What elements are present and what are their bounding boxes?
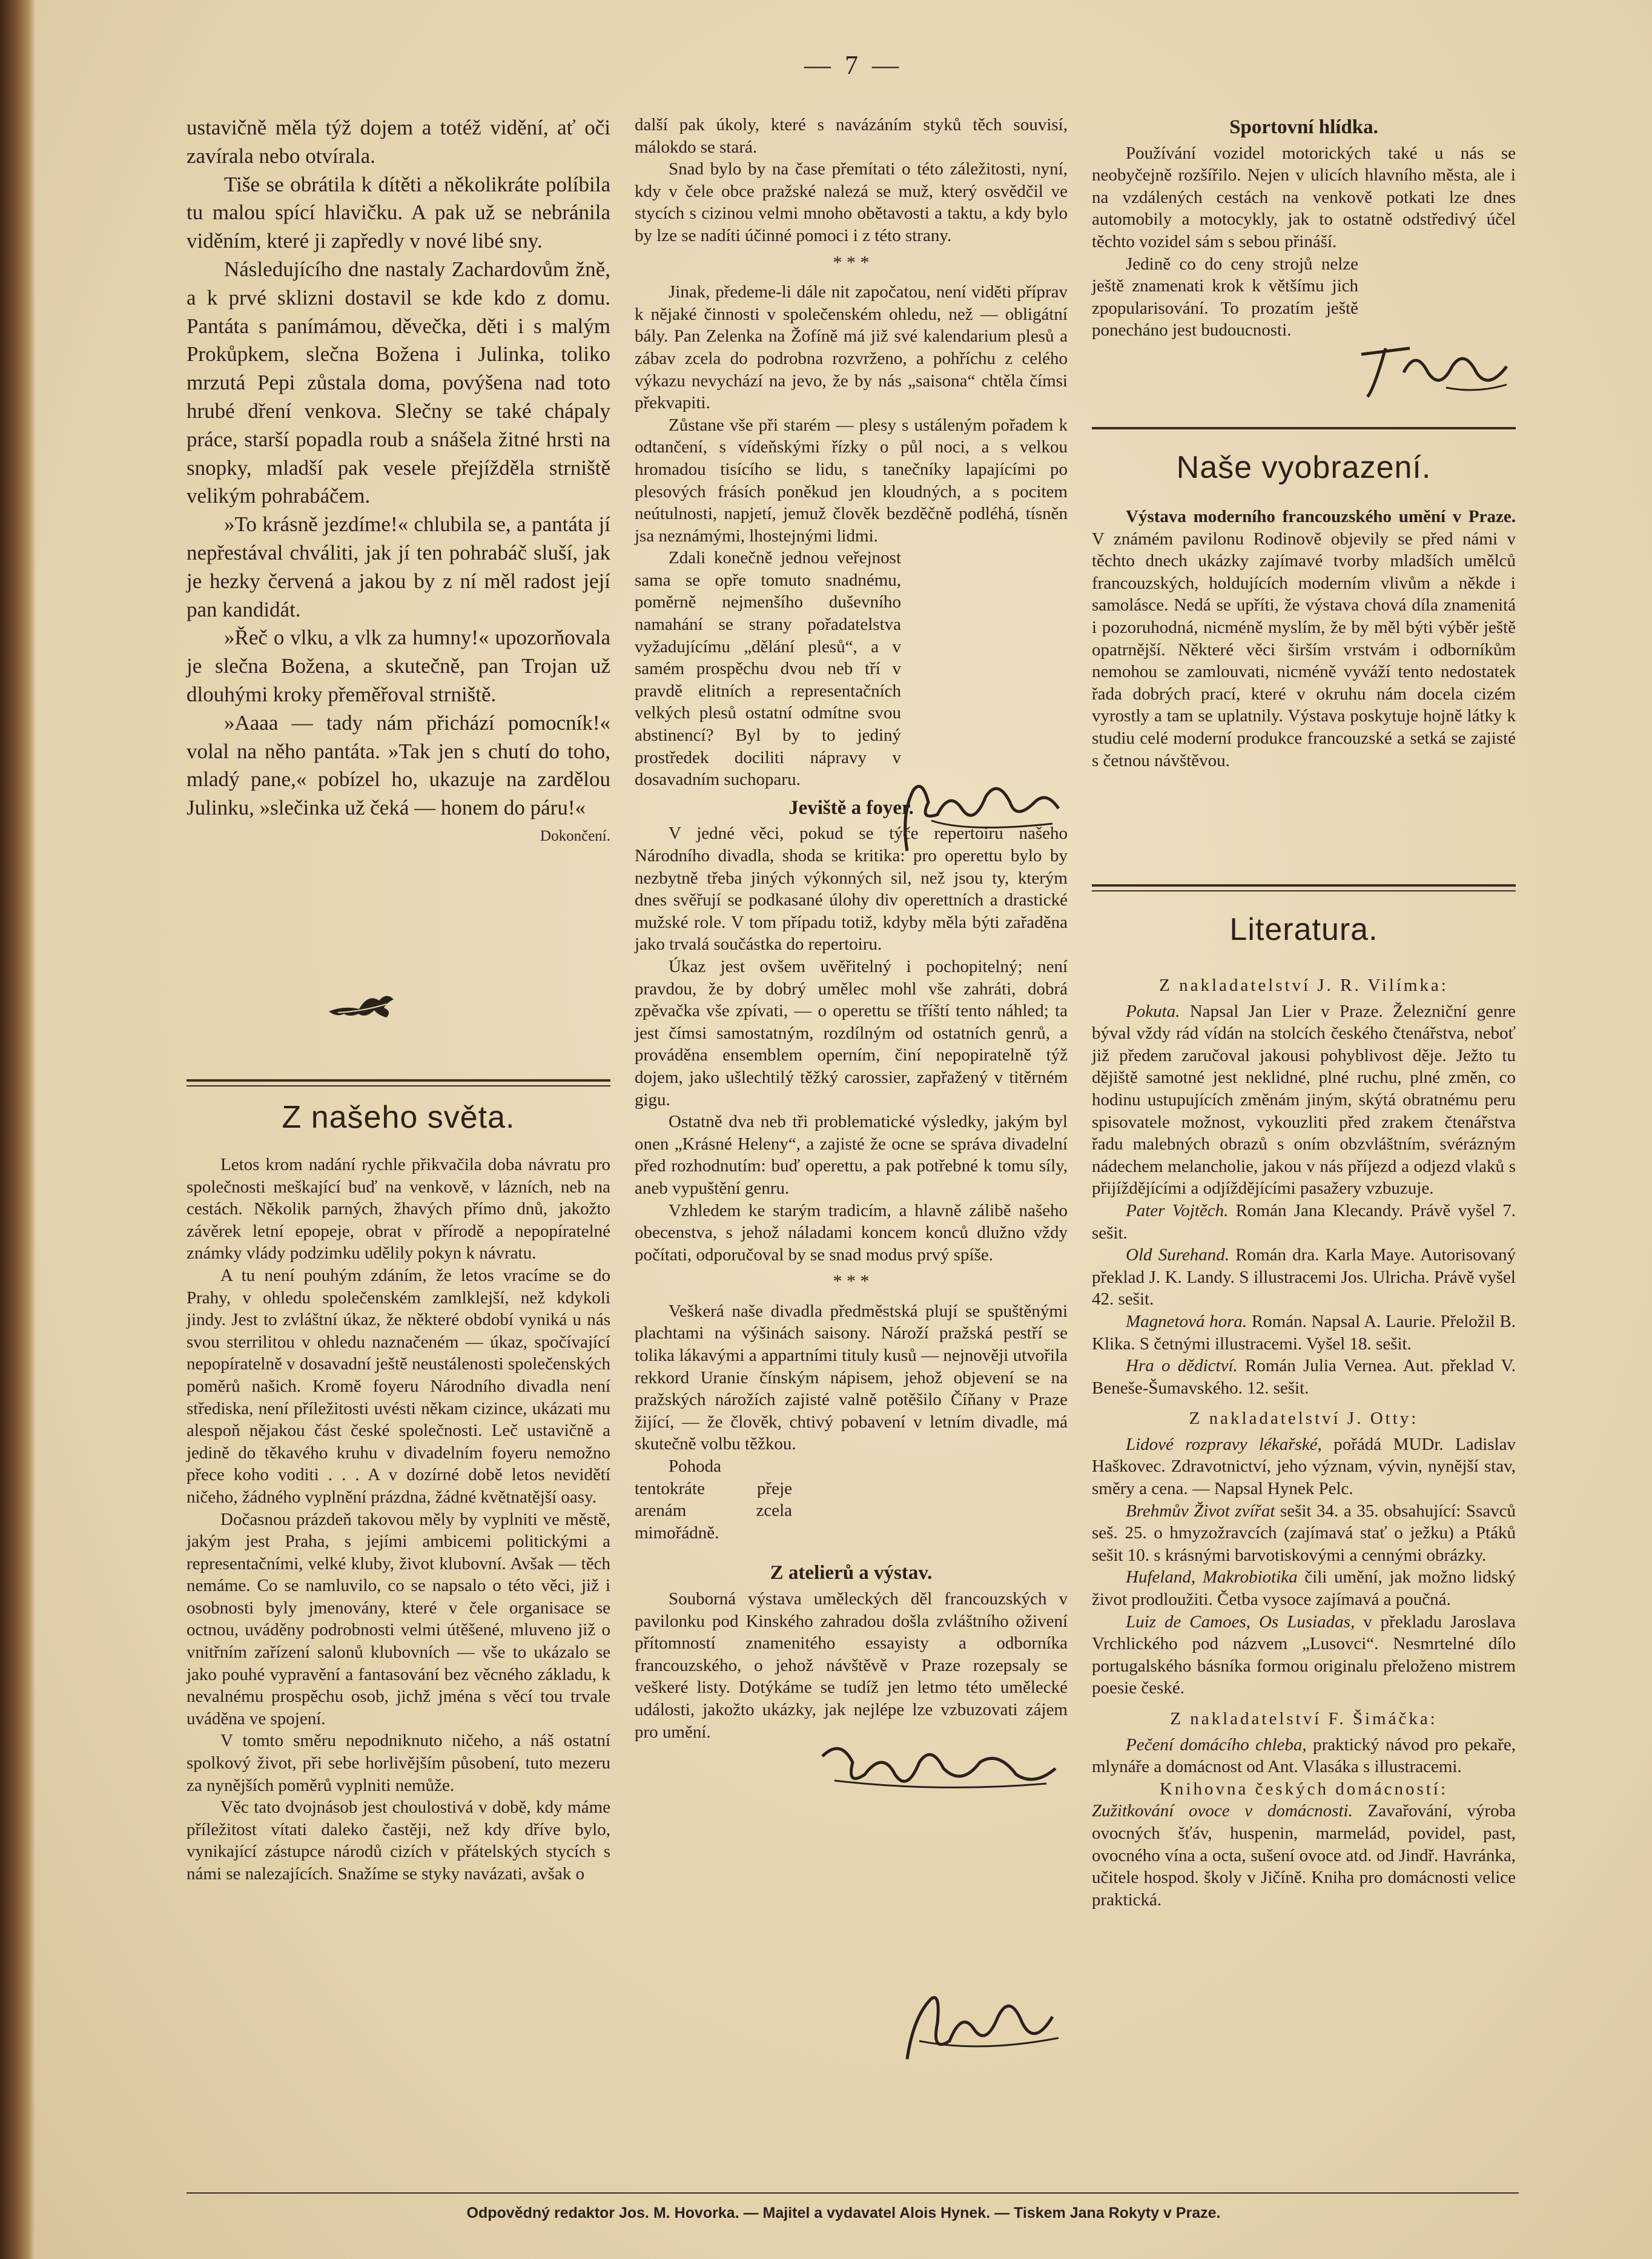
paragraph: V známém pavilonu Rodinově objevily se před námi v těchto dnech ukázky zajímavé tvorby mladších umělců francouzských, holdujících moderním vlivům a někde i samolásce. Nedá se upříti, že výstava chová díla znamenitá i pozoruhodná, nicméně myslím, že by měl býti výběr ještě opatrnější. Některé věci širším vrstvám i odborníkům nemohou se zamlouvati, nicméně vyváží tento nedostatek řada dobrých prací, které v okruhu nám docela cizém vyrostly a tam se uplatnily. Výstava poskytuje hojně látky k studiu celé moderní produkce francouzské a setká se zajisté s četnou návštěvou. [1092, 529, 1516, 770]
signature-image [1355, 336, 1513, 403]
book-desc: v překladu Jaroslava Vrchlického pod názvem „Lusovci“. Nesmrtelné dílo portugalského básníka formou originalu přeloženo mistrem poesie české. [1092, 1612, 1516, 1698]
section-rule [187, 1085, 610, 1087]
paragraph: Zůstane vše při starém — plesy s ustáleným pořadem k odtančení, s vídeňskými řízky o půl noci, a s velkou hromadou tisícího se lidu, s tanečníky lapajícími po plesových frásích poněkud jen kloudných, a s pocitem neútulnosti, napjetí, jemuž člověk bezděčně podléhá, tísněn jsa neznámými, lhostejnými lidmi. [635, 415, 1068, 546]
book-title: Hra o dědictví. [1126, 1356, 1238, 1376]
paragraph: Jinak, předeme-li dále nit započatou, není viděti příprav k nějaké činnosti v společenském ohledu, než — obligátní bály. Pan Zelenka na Žofíně má již své kalendarium plesů a zábav zcela do podrobna rozvrženo, a pohříchu z celého výkazu nevychází na jevo, že by nás „saisona“ chtěla čímsi překvapiti. [635, 282, 1068, 413]
section-title-z-naseho-sveta: Z našeho světa. [282, 1100, 515, 1135]
column-1-story [187, 114, 610, 851]
section-rule [1092, 890, 1516, 891]
paragraph: Snad bylo by na čase přemítati o této záležitosti, nyní, kdy v čele obce pražské nalezá se muž, který osvědčil ve stycích s cizinou velmi mnoho obětavosti a taktu, a kdy bylo by lze se nadíti účinné pomoci i z této strany. [635, 159, 1068, 245]
book-desc: Napsal Jan Lier v Praze. Železniční genre býval vždy rád vídán na stolcích českého čtenářstva, neboť již předem zaručoval jakousi pohyblivost děje. Ježto tu dějiště samotné jest neklidné, plné ruchu, plné změn, co hodinu ustupujících změnám jiným, skýtá obratnému peru spisovatele možnost, vykouzliti před zrakem čtenářstva řadu malebných obrazů s oním obzvláštním, svérázným nádechem melancholie, jakou v nás příjezd a odjezd vlaků s přijíždějícími a odjíždějícími pasažery vzbuzuje. [1092, 1001, 1516, 1199]
story-para: Tiše se obrátila k dítěti a několikráte políbila tu malou spící hlavičku. A pak už se nebránila viděním, které ji zapředly v nové libé sny. [187, 172, 610, 253]
paragraph: Používání vozidel motorických také u nás se neobyčejně rozšířilo. Nejen v ulicích hlavního města, ale i na vzdálených cestách na venkově potkati lze dnes automobily a motocykly, jak to ostatně odstředivý účel těchto vozidel sám s sebou přináší. [1092, 143, 1516, 251]
paragraph: Vzhledem ke starým tradicím, a hlavně zálibě našeho obecenstva, s jehož náladami koncem konců dlužno vždy počítati, odporučoval by se snad modus prvý spíše. [635, 1200, 1068, 1265]
star-divider: * * * [833, 1271, 870, 1292]
book-title: Brehmův Život zvířat [1126, 1501, 1275, 1521]
section-rule [1092, 884, 1516, 887]
subsection-title-atelieru: Z atelierů a výstav. [770, 1562, 933, 1584]
book-desc: Zavařování, výroba ovocných šťáv, huspenin, marmelád, povidel, past, ovocného vína a octa, sušení ovoce atd. od Jindř. Havránka, učitele hospod. školy v Jičíně. Kniha pro domácnosti velice praktická. [1092, 1801, 1516, 1910]
section-rule [1092, 427, 1516, 429]
paragraph: V jedné věci, pokud se týče repertoiru našeho Národního divadla, shoda se kritika: pro operettu bylo by nezbytně třeba jiných výkonných sil, než jsou ty, kterým dnes svěřují se podkasané úlohy div operettních a drastické mužské role. V tom případu totiž, kdyby měla býti zařaděna jako trvalá součástka do repertoiru. [635, 824, 1068, 954]
book-desc: Román dra. Karla Maye. Autorisovaný překlad J. K. Landy. S illustracemi Jos. Ulricha. Právě vyšel 42. sešit. [1092, 1245, 1516, 1309]
star-divider: * * * [833, 252, 870, 273]
subsection-title-jeviste: Jeviště a foyer. [788, 796, 914, 819]
book-title: Luiz de Camoes, Os Lusiadas, [1126, 1612, 1355, 1632]
section-title-nase-vyobrazeni: Naše vyobrazení. [1176, 450, 1432, 485]
story-para: »Aaaa — tady nám přichází pomocník!« volal na něho pantáta. »Tak jen s chutí do toho, mladý pane,« pobízel ho, ukazuje na zardělou Julinku, »slečinka už čeká — honem do páru!« [187, 710, 610, 820]
publisher-heading: Z nakladatelství F. Šimáčka: [1170, 1709, 1438, 1728]
section-title-literatura: Literatura. [1229, 912, 1378, 947]
images-lead: Výstava moderního francouzského umění v Praze. [1126, 507, 1516, 526]
column-2 [635, 114, 1068, 1743]
book-desc: Román Julia Vernea. Aut. překlad V. Beneše-Šumavského. 12. sešit. [1092, 1356, 1516, 1398]
story-para: »To krásně jezdíme!« chlubila se, a pantáta jí nepřestával chváliti, jak jí ten pohrabáč sluší, jak je hezky červená a jakou by z ní měl radost její pan kandidát. [187, 512, 610, 621]
book-desc: Román. Napsal A. Laurie. Přeložil B. Klika. S četnými illustracemi. Vyšel 18. sešit. [1092, 1311, 1516, 1354]
book-title: Hufeland, Makrobiotika [1126, 1567, 1298, 1587]
paragraph: V tomto směru nepodniknuto ničeho, a náš ostatní spolkový život, při sebe horlivějším působení, tuto mezeru za nynějších poměrů vyplniti nemůže. [187, 1731, 610, 1795]
column-1-section [187, 1154, 610, 1885]
paragraph: A tu není pouhým zdáním, že letos vracíme se do Prahy, v ohledu společenském zamlklejší, než kdykoli jindy. Jest to zvláštní úkaz, že některé období vyniká u nás svou sterrilitou v ohledu naznačeném — úkaz, spočívající nepopíratelně v dosavadní ještě neustálenosti společenských poměrů našich. Kromě foyeru Národního divadla není střediska, není příležitosti uvésti někam cizince, ukázati mu alespoň nějakou část české společnosti. Leč ustavičně a jedině do těkavého kruhu v divadelním foyeru nemožno přece koho voditi . . . A v dozírné době letos nevidětí ničeho, žádného vyplnění prázdna, žádné květnatější oasy. [187, 1265, 610, 1507]
story-para: »Řeč o vlku, a vlk za humny!« upozorňovala je slečna Božena, a skutečně, pan Trojan už dlouhými kroky přeměřoval strniště. [187, 626, 610, 706]
series-heading: Knihovna českých domácností: [1159, 1779, 1449, 1799]
section-rule [187, 1079, 610, 1082]
book-desc: sešit 34. a 35. obsahující: Ssavců seš. 25. o hmyzožravcích (zajímavá stať o ježku) a Ptáků sešit 10. s krásnými barvotiskovými a cennými obrázky. [1092, 1501, 1516, 1565]
book-title: Pater Vojtěch. [1126, 1200, 1229, 1220]
subsection-title-sport: Sportovní hlídka. [1229, 116, 1378, 138]
publisher-heading: Z nakladatelství J. Otty: [1189, 1409, 1419, 1429]
paragraph: Zdali konečně jednou veřejnost sama se opře tomuto snadnému, poměrně nejmenšího duševního namahání se strany pořadatelstva vyžadujícímu „dělání plesů“, a v samém prospěchu dvou neb tří v pravdě elitních a representačních velkých plesů ostatní odmítne svou abstinencí? Byl by to jediný prostředek dociliti nápravy v dosavadním suchoparu. [635, 548, 901, 790]
book-title: Lidové rozpravy lékařské, [1126, 1434, 1322, 1454]
leaf-ornament-icon [326, 987, 398, 1024]
book-desc: praktický návod pro pekaře, mlynáře a domácnost od Ant. Vlasáka s illustracemi. [1092, 1735, 1516, 1777]
book-title: Magnetová hora. [1126, 1311, 1247, 1331]
book-spine [0, 0, 35, 2259]
footer-imprint: Odpovědný redaktor Jos. M. Hovorka. — Majitel a vydavatel Alois Hynek. — Tiskem Jana Rokyty v Praze. [466, 2204, 1221, 2221]
book-desc: čili umění, jak možno lidský život prodloužiti. Četba vysoce zajímavá a poučná. [1092, 1567, 1516, 1610]
paragraph: Pohoda tentokráte přeje arenám zcela mimořádně. [635, 1457, 792, 1543]
column-3-literature [1092, 966, 1516, 1911]
paragraph: Dočasnou prázdeň takovou měly by vyplniti ve městě, jakým jest Praha, s jejími ambicemi politickými a representačními, velké kluby, život klubovní. Avšak — těch nemáme. Co se namluvilo, co se napsalo o této věci, již i osobnosti byly jmenovány, které v čele organisace se octnou, uváděny podrobnosti velmi útěšené, mluveno již o vnitřním zařízení salonů klubovních — vše to ukázalo se jako pouhé vypravění a fantasování bez věcného základu, k nevalnému prospěchu osob, jichž jména s věcí tou trvale uváděna ve spojení. [187, 1509, 610, 1728]
page-number: — 7 — [804, 50, 902, 80]
book-desc: pořádá MUDr. Ladislav Haškovec. Zdravotnictví, jeho význam, vývin, nynější stav, směry a cena. — Napsal Hynek Pelc. [1092, 1434, 1516, 1499]
column-3-images [1092, 506, 1516, 772]
signature-image [816, 1732, 1059, 1799]
signature-image [895, 1980, 1065, 2071]
publisher-heading: Z nakladatelství J. R. Vilímka: [1159, 976, 1449, 995]
paragraph: Věc tato dvojnásob jest choulostivá v době, kdy máme příležitost vítati daleko častěji, než kdy dříve bylo, vynikající zástupce národů cizích v přátelských stycích s námi se nalezajících. Snažíme se styky navázati, avšak o [187, 1798, 610, 1884]
book-title: Pečení domácího chleba, [1126, 1735, 1307, 1755]
paragraph: Letos krom nadání rychle přikvačila doba návratu pro společnosti meškající buď na venkově, v lázních, neb na cestách. Několik parných, žhavých přímo dnů, jakožto závěrek letní epopeje, obrat v přírodě a nepopíratelné známky vlády podzimku udělily pokyn k návratu. [187, 1155, 610, 1263]
paragraph: další pak úkoly, které s navázáním styků těch souvisí, málokdo se stará. [635, 115, 1068, 157]
paragraph: Souborná výstava uměleckých děl francouzských v pavilonku pod Kinského zahradou došla zvláštního oživení přítomností znamenitého essayisty a odborníka francouzského, o jehož návštěvě v Praze rozepsaly se veškeré listy. Dotýkáme se tudíž jen letmo této umělecké události, jakožto ukázky, jak nejlépe lze vzbuzovati zájem pro umění. [635, 1589, 1068, 1742]
paragraph: Úkaz jest ovšem uvěřitelný i pochopitelný; není pravdou, že by dobrý umělec mohl vše zahráti, dobrá zpěvačka vše zpívati, — o operettu se tříští tento náhled; ta jest čímsi samostatným, rozdílným od ostatních genrů, a prováděna ensemblem operním, činí nepopiratelně týž dojem, jako ušlechtilý těžký carossier, zapřažený v titěrném gigu. [635, 956, 1068, 1110]
signature-image [895, 766, 1065, 857]
page-sheet [35, 0, 1652, 2259]
paragraph: Veškerá naše divadla předměstská plují se spuštěnými plachtami na výšinách saisony. Nároží pražská pestří se tolika lákavými a appartními tituly kusů — nejnověji utvořila rekkord Uranie čínským nápisem, jehož objevení se na pražských nárožích zajisté valně potěšilo Číňany v Praze žijící, — že člověk, chtivý pobavení v letním divadle, má skutečně volbu těžkou. [635, 1301, 1068, 1454]
book-title: Pokuta. [1126, 1001, 1180, 1021]
story-para: ustavičně měla týž dojem a totéž vidění, ať oči zavírala nebo otvírala. [187, 116, 610, 168]
story-para: Následujícího dne nastaly Zachardovům žně, a k prvé sklizni dostavil se kde kdo z domu. Pantáta s panímámou, děvečka, děti i s malým Prokůpkem, slečna Božena i Julinka, toliko mrzutá Pepi zůstala doma, povýšena nad toto hrubé dření venkova. Slečny se také chápaly práce, starší popadla roub a snášela žitné hrsti na snopky, mladší pak vesele přejížděla strniště velikým pohrabáčem. [187, 257, 610, 508]
continued-note: Dokončení. [540, 827, 610, 844]
book-desc: Román Jana Klecandy. Právě vyšel 7. sešit. [1092, 1200, 1516, 1243]
paragraph: Ostatně dva neb tři problematické výsledky, jakým byl onen „Krásné Heleny“, a zajisté že ocne se správa divadelní před rozhodnutím: buď operettu, a pak potřebné k tomu síly, aneb vypuštění genru. [635, 1112, 1068, 1198]
book-title: Zužitkování ovoce v domácnosti. [1092, 1801, 1353, 1821]
footer-rule [187, 2192, 1519, 2194]
book-title: Old Surehand. [1126, 1245, 1230, 1265]
paragraph: Jedině co do ceny strojů nelze ještě znamenati krok k většímu jich zpopularisování. To prozatím ještě ponecháno jest budoucnosti. [1092, 254, 1358, 340]
column-3 [1092, 114, 1516, 342]
